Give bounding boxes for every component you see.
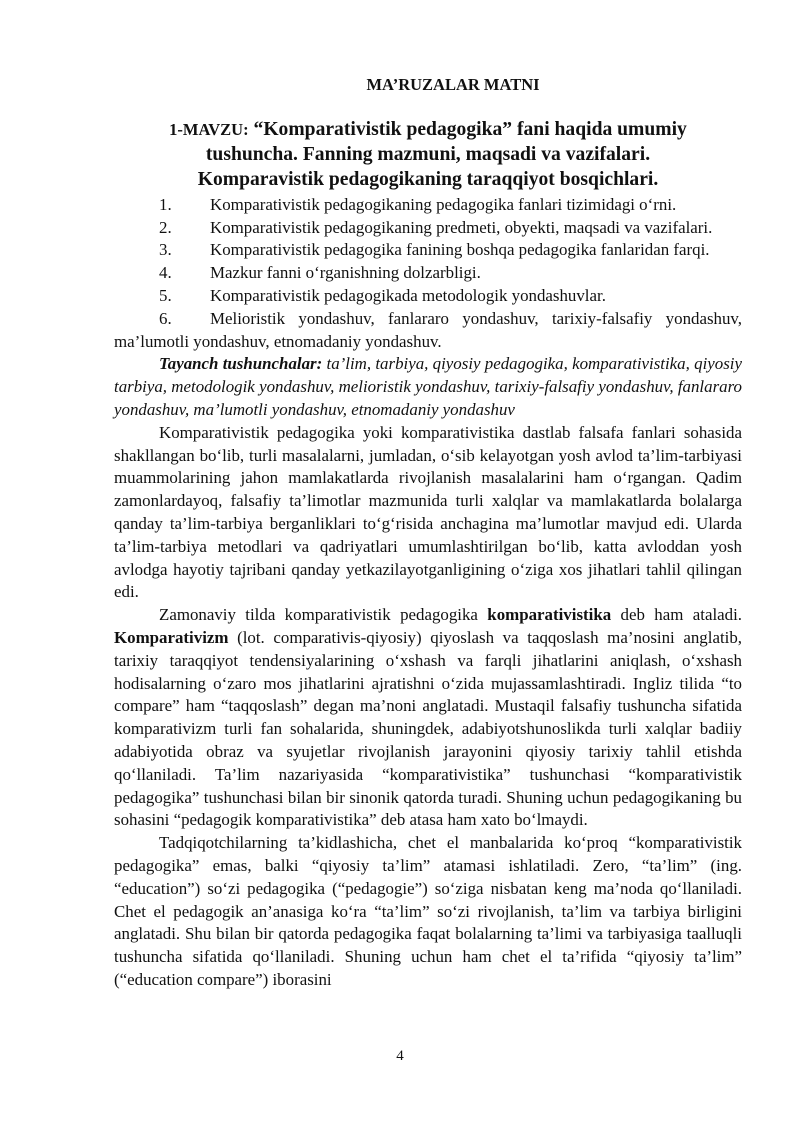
question-item xyxy=(114,194,742,217)
question-text: Mazkur fanni o‘rganishning dolzarbligi. xyxy=(210,263,481,283)
paragraph-2 xyxy=(114,604,742,832)
topic-title-line1: “Komparativistik pedagogika” fani haqida umumiy xyxy=(253,118,687,140)
question-number: 4. xyxy=(159,263,172,283)
paragraph-2-text: deb ham ataladi. xyxy=(611,605,742,625)
question-text: Komparativistik pedagogikada metodologik yondashuvlar. xyxy=(210,285,606,305)
question-item xyxy=(114,308,742,354)
question-item xyxy=(114,217,742,240)
paragraph-1: Komparativistik pedagogika yoki komparativistika dastlab falsafa fanlari sohasida shakllangan bo‘lib, turli masalalarni, jumladan, o‘sib kelayotgan yosh avlod ta’lim-tarbiyasi muammolarining jahon mamlakatlarda rivojlanish masalalarini ham o‘rgangan. Qadim zamonlardayoq, falsafiy ta’limotlar mazmunida turli xalqlar va mamlakatlarda bolalarga qanday ta’lim-tarbiya berganliklari to‘g‘risida anchagina ma’lumotlar mavjud edi. Ularda ta’lim-tarbiya metodlari va qadriyatlari umumlashtirilgan bo‘lib, katta avloddan yosh avlodga hayotiy tajribani qanday yetkazilayotganligining o‘ziga xos jihatlari tahlil qilingan edi. xyxy=(114,422,742,602)
term-komparativistika: komparativistika xyxy=(487,605,612,625)
paragraph-3: Tadqiqotchilarning ta’kidlashicha, chet el manbalarida ko‘proq “komparativistik pedagogika” emas, balki “qiyosiy ta’lim” atamasi ishlatiladi. Zero, “ta’lim” (ing. “education”) so‘zi pedagogika (“pedagogie”) so‘ziga nisbatan keng ma’noda qo‘llaniladi. Chet el pedagogik an’anasiga ko‘ra “ta’lim” so‘zi rivojlanish, ta’lim va tarbiya birligini anglatadi. Shu bilan bir qatorda pedagogika faqat bolalarning ta’limi va tarbiyasiga taalluqli tushuncha sifatida qo‘llaniladi. Shuning uchun ham chet el ta’rifida “qiyosiy ta’lim” (“education compare”) iborasini xyxy=(114,833,742,989)
topic-title xyxy=(114,117,742,192)
paragraph-2-text: Zamonaviy tilda komparativistik pedagogika xyxy=(159,605,488,625)
key-terms xyxy=(114,353,742,421)
term-komparativizm: Komparativizm xyxy=(114,627,229,647)
question-number: 6. xyxy=(159,308,172,328)
key-terms-text: ta’lim, tarbiya, qiyosiy pedagogika, komparativistika, qiyosiy tarbiya, metodologik yondashuv, melioristik yondashuv, tarixiy-falsafiy yondashuv, fanlararo yondashuv, ma’lumotli yondashuv, etnomadaniy yondashuv xyxy=(114,354,742,419)
topic-label: 1-MAVZU: xyxy=(169,119,249,139)
topic-title-line3: Komparavistik pedagogikaning taraqqiyot bosqichlari. xyxy=(197,168,659,190)
question-number: 1. xyxy=(159,194,172,214)
question-number: 3. xyxy=(159,240,172,260)
question-item xyxy=(114,262,742,285)
question-text: Komparativistik pedagogika fanining boshqa pedagogika fanlaridan farqi. xyxy=(210,240,710,260)
question-number: 2. xyxy=(159,217,172,237)
question-list xyxy=(114,194,742,354)
question-text: Komparativistik pedagogikaning predmeti, obyekti, maqsadi va vazifalari. xyxy=(210,217,713,237)
key-terms-label: Tayanch tushunchalar: xyxy=(159,354,323,374)
question-text: Melioristik yondashuv, fanlararo yondashuv, tarixiy-falsafiy yondashuv, ma’lumotli yondashuv, etnomadaniy yondashuv. xyxy=(114,308,742,351)
page-number: 4 xyxy=(396,1048,404,1064)
question-number: 5. xyxy=(159,285,172,305)
section-heading: MA’RUZALAR MATNI xyxy=(366,75,540,94)
paragraph-2-text: (lot. comparativis-qiyosiy) qiyoslash va taqqoslash ma’nosini anglatib, tarixiy taraqqiyot tendensiyalarining o‘xshash va farqli jihatlarini aniqlash, o‘xshash hodisalarning o‘zaro mos jihatlarini ajratishni o‘zida mujassamlashtiradi. Ingliz tilida “to compare” ham “taqqoslash” degan ma’noni anglatadi. Mustaqil falsafiy tushuncha sifatida komparativizm turli fan sohalarida, shuningdek, adabiyotshunoslikda turli xalqlar badiiy adabiyotida obraz va syujetlar rivojlanish jarayonini qiyosiy tarixiy tahlil etishda qo‘llaniladi. Ta’lim nazariyasida “komparativistika” tushunchasi “komparativistik pedagogika” tushunchasi bilan bir sinonik qatorda turadi. Shuning uchun pedagogikaning bu sohasini “pedagogik komparativistika” deb atasa ham xato bo‘lmaydi. xyxy=(114,627,742,830)
question-text: Komparativistik pedagogikaning pedagogika fanlari tizimidagi o‘rni. xyxy=(210,194,677,214)
topic-title-line2: tushuncha. Fanning mazmuni, maqsadi va vazifalari. xyxy=(205,143,651,165)
question-item xyxy=(114,285,742,308)
document-page xyxy=(114,74,742,992)
question-item xyxy=(114,239,742,262)
